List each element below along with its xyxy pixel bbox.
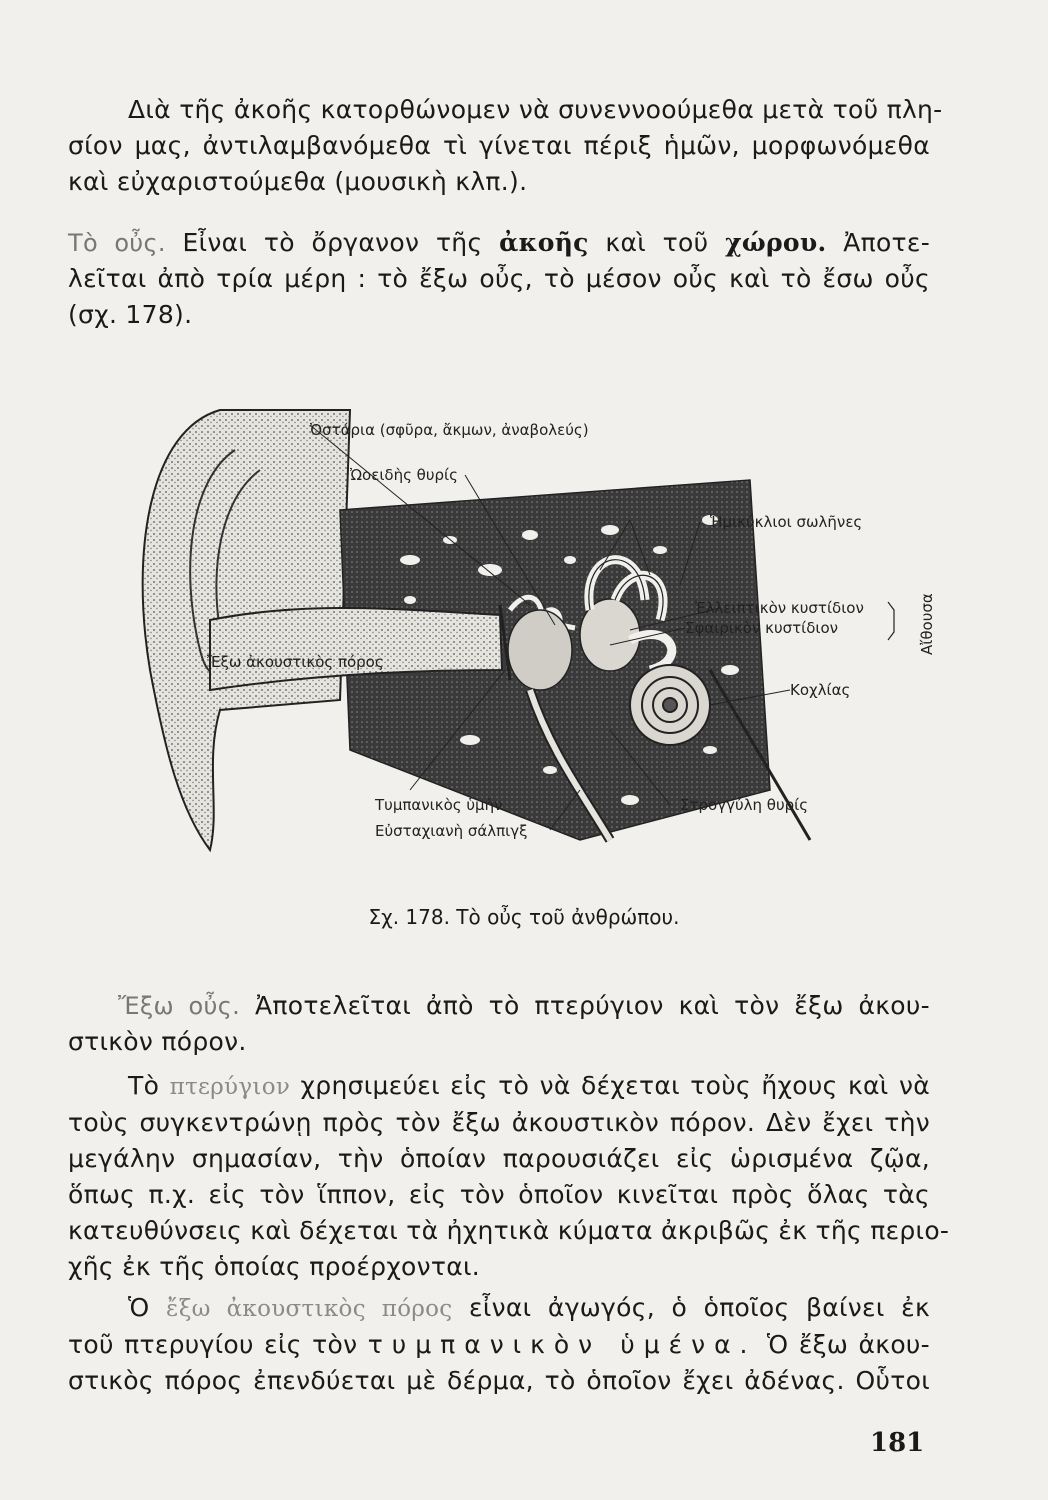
- figure-caption: Σχ. 178. Τὸ οὖς τοῦ ἀνθρώπου.: [368, 905, 680, 929]
- text-span: Τὸ: [128, 1071, 160, 1100]
- label-strongyli: Στρογγύλη θυρίς: [680, 796, 809, 814]
- text-line: χῆς ἐκ τῆς ὁποίας προέρχονται.: [68, 1252, 481, 1281]
- page-number: 181: [870, 1428, 925, 1458]
- text-line: [68, 988, 930, 1024]
- text-line: τοὺς συγκεντρώνῃ πρὸς τὸν ἔξω ἀκουστικὸν πόρον. Δὲν ἔχει τὴν: [68, 1108, 930, 1137]
- label-tympanikos: Τυμπανικὸς ὑμὴν: [375, 796, 503, 814]
- text-line: (σχ. 178).: [68, 300, 193, 329]
- spaced-term: τυμπανικὸν ὑμένα.: [367, 1330, 757, 1359]
- text-span: Ὁ: [128, 1293, 150, 1322]
- text-span: χρησιμεύει εἰς τὸ νὰ δέχεται τοὺς ἤχους καὶ νὰ: [300, 1071, 930, 1100]
- label-kochlias: Κοχλίας: [790, 681, 851, 699]
- label-ostaria: Ὀστάρια (σφῦρα, ἄκμων, ἀναβολεύς): [310, 421, 589, 439]
- text-line: κατευθύνσεις καὶ δέχεται τὰ ἠχητικὰ κύματα ἀκριβῶς ἐκ τῆς περιο-: [68, 1216, 950, 1245]
- text-span: καὶ τοῦ: [605, 228, 709, 257]
- ous-paragraph: [68, 225, 930, 333]
- text-line: ὅπως π.χ. εἰς τὸν ἵππον, εἰς τὸν ὁποῖον κινεῖται πρὸς ὅλας τὰς: [68, 1180, 930, 1209]
- term: ἔξω ἀκουστικὸς πόρος: [166, 1296, 453, 1322]
- middle-ear: [508, 610, 572, 690]
- text-span: εἶναι ἀγωγός, ὁ ὁποῖος βαίνει ἐκ: [469, 1293, 931, 1322]
- exo-paragraph: [68, 988, 930, 1060]
- label-exo-akoustikos: Ἔξω ἀκουστικὸς πόρος: [207, 653, 384, 671]
- text-span: Ἀποτε-: [843, 228, 931, 257]
- text-line: στικὸς πόρος ἐπενδύεται μὲ δέρμα, τὸ ὁποῖον ἔχει ἀδένας. Οὗτοι: [68, 1366, 930, 1395]
- cochlea: [630, 665, 710, 745]
- text-line: σίον μας, ἀντιλαμβανόμεθα τὶ γίνεται πέριξ ἡμῶν, μορφωνόμεθα: [68, 131, 930, 160]
- text-line: [68, 1068, 930, 1105]
- ear-anatomy-figure: [110, 370, 940, 890]
- poros-paragraph: [68, 1290, 930, 1399]
- bold-term: ἀκοῆς: [499, 228, 589, 257]
- text-line: μεγάλην σημασίαν, τὴν ὁποίαν παρουσιάζει εἰς ὡρισμένα ζῷα,: [68, 1144, 930, 1173]
- text-line: [68, 225, 930, 261]
- label-elleiptikon: Ἐλλειπτικὸν κυστίδιον: [695, 599, 864, 617]
- pterygion-paragraph: [68, 1068, 950, 1285]
- text-line: Διὰ τῆς ἀκοῆς κατορθώνομεν νὰ συνεννοούμεθα μετὰ τοῦ πλη-: [128, 95, 943, 124]
- text-span: Ὁ ἔξω ἀκου-: [766, 1330, 930, 1359]
- aithousa-bracket: [888, 602, 894, 640]
- text-line: λεῖται ἀπὸ τρία μέρη : τὸ ἔξω οὖς, τὸ μέσον οὖς καὶ τὸ ἔσω οὖς: [68, 264, 930, 293]
- label-imikykloi: Ἡμικύκλιοι σωλῆνες: [710, 513, 863, 531]
- text-span: Ἀποτελεῖται ἀπὸ τὸ πτερύγιον καὶ τὸν ἔξω ἀκου-: [254, 991, 930, 1020]
- text-span: Εἶναι τὸ ὄργανον τῆς: [182, 228, 483, 257]
- label-sfairikon: Σφαιρικὸν κυστίδιον: [685, 619, 839, 637]
- bold-term: χώρου.: [725, 228, 827, 257]
- intro-paragraph: [68, 92, 943, 200]
- text-line: στικὸν πόρον.: [68, 1027, 247, 1056]
- label-oeidis: Ὠοειδὴς θυρίς: [350, 466, 458, 484]
- text-line: καὶ εὐχαριστούμεθα (μουσικὴ κλπ.).: [68, 167, 528, 196]
- text-line: [68, 1290, 930, 1327]
- label-aithousa: Αἴθουσα: [918, 593, 936, 655]
- label-eustachiani: Εὐσταχιανὴ σάλπιγξ: [375, 822, 528, 840]
- text-line: [68, 1327, 930, 1363]
- section-heading: Ἔξω οὖς.: [118, 992, 241, 1020]
- text-span: τοῦ πτερυγίου εἰς τὸν: [68, 1330, 358, 1359]
- term: πτερύγιον: [169, 1074, 291, 1100]
- section-heading: Τὸ οὖς.: [68, 229, 166, 257]
